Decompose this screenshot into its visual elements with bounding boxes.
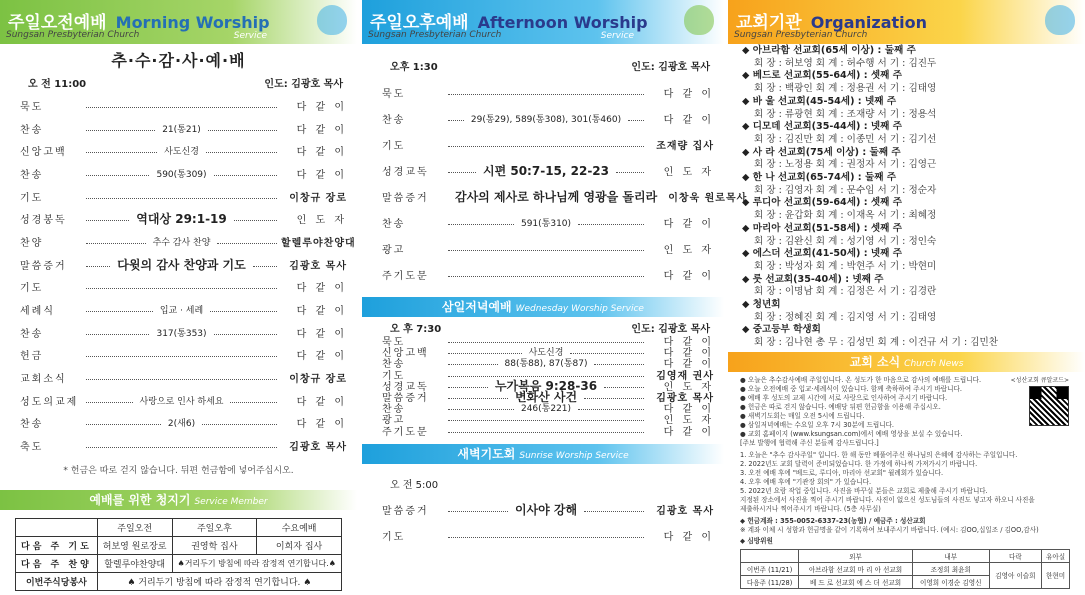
visit-week: 이번주 (11/21) [741,562,799,575]
duty-header: 주일오후 [172,519,257,537]
dot-leader [230,402,277,403]
morning-leader: 인도: 김광호 목사 [264,79,343,90]
organization-officers: 회 장 : 허보영 회 계 : 허수행 서 기 : 김진두 [754,57,937,69]
order-person: 다 같 이 [296,283,347,295]
order-person: 김광호 목사 [656,393,715,405]
dot-leader [86,356,277,357]
dot-leader [86,107,277,108]
order-row [362,523,724,549]
duty-row-label: 이번주식당봉사 [16,573,98,591]
offering-note: * 헌금은 따로 걷지 않습니다. 뒤편 헌금함에 넣어주십시오. [63,466,294,476]
order-person: 이창규 장로 [289,192,347,204]
organization-officers: 회 장 : 김완신 회 계 : 성기영 서 기 : 정인숙 [754,235,937,247]
duty-cell: ♠ 거리두기 방침에 따라 잠정적 연기합니다. ♠ [97,573,341,591]
organization-group: ◆ 한 나 선교회(65-74세) : 둘째 주 [742,172,897,184]
order-row [362,261,724,287]
order-content: 역대상 29:1-19 [136,212,227,227]
duty-header: 주일오전 [97,519,172,537]
organization-title-en: Organization [810,13,928,32]
organization-officers: 회 장 : 박성자 회 계 : 박현주 서 기 : 박현미 [754,260,937,272]
order-row [362,79,724,105]
morning-order [0,94,357,457]
order-label: 찬송 [20,124,44,136]
order-label: 성도의교제 [20,396,79,408]
organization-group: ◆ 마리아 선교회(51-58세) : 셋째 주 [742,222,903,234]
order-content: 변화산 사건 [514,390,578,405]
order-person: 다 같 이 [663,270,714,282]
dot-leader [210,311,277,312]
dot-leader [448,146,644,147]
order-row [362,497,724,523]
order-content: 입교 · 세례 [159,306,204,317]
dot-leader [448,409,514,410]
order-row [0,344,357,367]
order-row [362,183,748,209]
organization-officers: 회 장 : 백광인 회 계 : 정용권 서 기 : 김태영 [754,83,937,95]
organization-officers: 회 장 : 김진만 회 계 : 이종민 서 기 : 김기선 [754,133,937,145]
visit-header-blank [741,549,799,562]
dot-leader [628,120,644,121]
duty-header-blank [16,519,98,537]
dot-leader [86,175,149,176]
wednesday-time: 오 후 7:30 [390,324,442,335]
dot-leader [594,364,644,365]
news-title: 교회 소식 [849,354,901,369]
duty-cell: 권영학 집사 [172,537,257,555]
order-content: 29(통29), 589(통308), 301(통460) [470,114,622,125]
organization-group: ◆ 사 라 선교회(75세 이상) : 둘째 주 [742,146,901,158]
service-label: Service [233,31,267,41]
order-row [0,321,357,344]
account-note: ※ 계좌 이체 시 성함과 헌금명을 같이 기록하여 보내주시기 바랍니다. (예시: 김OO,십일조 / 김OO,감사) [740,525,1039,534]
news-bullets [740,376,1010,448]
order-row [0,230,357,253]
order-label: 찬송 [20,169,44,181]
duty-row-label: 다음 주 기도 [16,537,98,555]
organization-officers: 회 장 : 윤갑화 회 계 : 이재옥 서 기 : 최혜정 [754,210,937,222]
news-item: 4. 오후 예배 후에 "기관장 회의" 가 있습니다. [740,477,872,486]
service-label: Service [600,31,634,41]
duty-title-en: Service Member [194,497,268,507]
order-content: 591(통310) [520,218,572,229]
afternoon-order [362,79,748,287]
dot-leader [448,224,514,225]
morning-column [0,0,357,595]
order-content: 사도신경 [528,348,564,359]
organization-officers: 회 장 : 김영자 회 계 : 문수임 서 기 : 정순자 [754,184,937,196]
wednesday-title-en: Wednesday Worship Service [515,304,644,314]
order-content: 시편 50:7-15, 22-23 [483,163,610,178]
visit-cell: 조정희 최윤희 [912,562,989,575]
dot-leader [448,120,464,121]
qr-code-icon[interactable] [1029,386,1069,426]
news-item: ● 예배 후 성도의 교제 시간에 서로 사랑으로 인사하여 주시기 바랍니다. [740,393,948,402]
order-label: 신앙고백 [20,147,67,159]
order-label: 찬송 [382,359,406,371]
order-row [0,434,357,457]
news-item: ● 헌금은 따로 걷지 않습니다. 예배당 뒤편 헌금함을 이용해 주십시오. [740,402,941,411]
heart-icon [684,5,714,35]
order-person: 이창규 장로 [289,374,347,386]
news-item: 제출하시거나 찍어주시기 바랍니다. (5층 사무실) [740,504,881,513]
order-row [0,207,357,230]
organization-banner [728,0,1085,44]
dot-leader [584,511,644,512]
order-row [0,389,357,412]
afternoon-title-en: Afternoon Worship [477,13,648,32]
dot-leader [578,224,644,225]
afternoon-title-ko: 주일오후예배 [370,13,469,33]
organization-officers: 회 장 : 정혜진 회 계 : 김지영 서 기 : 김태영 [754,311,937,323]
order-label: 헌금 [20,351,44,363]
order-label: 성경교독 [382,166,429,178]
visit-cell: 아브라함 선교회 마 리 아 선교회 [799,562,913,575]
dot-leader [86,152,157,153]
duty-title: 예배를 위한 청지기 [89,493,191,507]
dot-leader [234,220,277,221]
morning-time-row [0,75,357,90]
order-label: 말씀증거 [382,192,429,204]
order-person: 다 같 이 [296,306,348,318]
afternoon-time: 오후 1:30 [390,62,438,73]
order-label: 묵도 [382,337,406,349]
organization-title-ko: 교회기관 [736,13,802,33]
order-label: 찬양 [20,237,44,249]
morning-time: 오 전 11:00 [28,79,87,90]
order-label: 찬송 [382,114,406,126]
order-label: 성경봉독 [20,215,67,227]
order-person: 다 같 이 [296,328,348,340]
order-content: 다윗의 감사 찬양과 기도 [117,257,246,272]
dot-leader [448,276,644,277]
order-label: 성경교독 [382,381,429,393]
order-row [0,298,357,321]
organization-group: ◆ 베드로 선교회(55-64세) : 셋째 주 [742,70,903,82]
wednesday-leader: 인도: 김광호 목사 [631,324,710,335]
dot-leader [86,311,153,312]
order-person: 다 같 이 [663,114,714,126]
dot-leader [578,409,644,410]
organization-officers: 회 장 : 이명남 회 계 : 김정은 서 기 : 김경란 [754,286,937,298]
dot-leader [86,334,149,335]
duty-row-label: 다음 주 찬양 [16,555,98,573]
order-person: 다 같 이 [296,124,347,136]
visit-cell: 한현미 [1042,562,1070,588]
order-label: 광고 [382,415,406,427]
order-person: 인 도 자 [663,381,715,393]
heart-icon [1045,5,1075,35]
order-label: 주기도문 [382,270,429,282]
order-person: 다 같 이 [663,88,714,100]
order-content: 590(통309) [156,169,207,180]
order-row [362,209,724,235]
order-content: 추수 감사 찬양 [152,237,211,248]
news-item: ● 삼일저녁예배는 수요일 오후 7시 30분에 드립니다. [740,420,895,429]
dot-leader [448,420,644,421]
order-label: 기도 [382,532,406,544]
dot-leader [604,387,644,388]
order-person: 다 같 이 [663,532,714,544]
dot-leader [448,364,498,365]
order-row [0,185,357,208]
order-row [0,117,357,140]
news-item: 지정된 장소에서 사진을 찍어 주시기 바랍니다. 사진이 없으신 성도님들의 사진도 넣고자 하오니 사진을 [740,495,1035,504]
news-item: [주보 발행에 협력해 주신 분들께 감사드립니다.] [740,438,879,447]
organization-group: ◆ 디모데 선교회(35-44세) : 넷째 주 [742,121,903,133]
order-person: 김영재 권사 [656,370,714,382]
news-item: 2. 2022년도 교회 달력이 준비되었습니다. 한 가정에 하나씩 가져가시기 바랍니다. [740,459,978,468]
dot-leader [86,424,161,425]
visit-cell: 베 드 로 선교회 에 스 더 선교회 [799,575,913,588]
visit-table [740,549,1070,589]
visit-header: 외부 [799,549,913,562]
news-banner [728,352,1085,372]
afternoon-time-row [362,58,724,73]
dot-leader [448,537,644,538]
dawn-time-row [362,476,724,491]
order-person: 다 같 이 [296,396,347,408]
visit-cell: 김영아 이슬희 [989,562,1041,588]
dawn-title: 새벽기도회 [457,446,516,461]
order-label: 말씀증거 [382,506,429,518]
dot-leader [86,130,155,131]
order-person: 인 도 자 [663,244,714,256]
news-section [728,372,1085,546]
organization-officers: 회 장 : 김나현 총 무 : 김성민 회 계 : 이건규 서 기 : 김민찬 [754,337,999,349]
organization-officers: 회 장 : 노정용 회 계 : 권정자 서 기 : 김영근 [754,159,937,171]
order-person: 다 같 이 [296,351,347,363]
order-content: 317(통353) [156,328,207,339]
order-label: 주기도문 [382,426,429,438]
order-label: 축도 [20,442,44,454]
order-label: 기도 [382,370,406,382]
organization-group: ◆ 중고등부 학생회 [742,324,821,336]
qr-label: <성산교회 큐알코드> [1010,376,1069,384]
order-person: 인 도 자 [663,166,715,178]
church-name: Sungsan Presbyterian Church [6,30,140,40]
dawn-time: 오 전 5:00 [390,479,439,491]
account-info: ◆ 헌금계좌 : 355-0052-6337-23(농협) / 예금주 : 성산교회 [740,516,926,525]
order-person: 다 같 이 [296,101,347,113]
order-row [362,131,724,157]
order-person: 조재량 집사 [656,140,714,152]
order-person: 다 같 이 [296,147,347,159]
news-item: ● 오늘 오전예배 중 입교·세례식이 있습니다. 함께 축하하여 주시기 바랍니다. [740,384,962,393]
news-title-en: Church News [904,358,964,369]
duty-header: 수요예배 [257,519,342,537]
dot-leader [214,334,277,335]
news-item: ● 새벽기도회는 매일 오전 5시에 드립니다. [740,411,865,420]
order-label: 찬송 [20,419,44,431]
dot-leader [208,130,277,131]
order-row [0,412,357,435]
order-label: 묵도 [382,88,406,100]
news-item: ● 오늘은 추수감사예배 주일입니다. 온 성도가 한 마음으로 감사의 예배를 드립니다. [740,375,982,384]
church-name: Sungsan Presbyterian Church [368,30,502,40]
dot-leader [448,94,644,95]
order-row [0,366,357,389]
order-label: 묵도 [20,101,44,113]
order-content: 2(새6) [167,419,196,430]
morning-banner [0,0,357,44]
church-name: Sungsan Presbyterian Church [734,30,868,40]
order-person: 다 같 이 [296,169,348,181]
order-person: 다 같 이 [296,419,348,431]
dot-leader [448,398,508,399]
order-label: 말씀증거 [20,260,67,272]
dot-leader [86,379,277,380]
order-content: 88(통88), 87(통87) [504,359,588,370]
service-heading: 추·수·감·사·예·배 [111,51,246,70]
dot-leader [584,398,644,399]
order-person: 다 같 이 [663,426,714,438]
order-label: 찬송 [382,218,406,230]
news-item: 1. 오늘은 "추수 감사주일" 입니다. 한 해 동안 베풀어주신 하나님의 은혜에 감사하는 주일입니다. [740,450,1018,459]
visit-title: ◆ 심방위원 [740,536,773,545]
visit-week: 다음주 (11/28) [741,575,799,588]
order-label: 기도 [20,283,44,295]
dot-leader [448,342,644,343]
dot-leader [202,424,277,425]
wednesday-order [362,335,724,436]
order-row [0,253,357,276]
order-label: 세례식 [20,306,55,318]
order-label: 찬송 [20,328,44,340]
organization-column [728,0,1085,595]
news-item: 3. 오전 예배 후에 "베드로, 루디아, 마리아 선교회" 월례회가 있습니다. [740,468,944,477]
organization-group: ◆ 루디아 선교회(59-64세) : 셋째 주 [742,197,903,209]
visit-header: 다락 [989,549,1041,562]
order-content: 이사야 강해 [514,503,578,518]
order-person: 김광호 목사 [656,506,715,518]
order-content: 246(통221) [520,404,572,415]
wednesday-title: 삼일저녁예배 [442,300,512,314]
order-person: 김광호 목사 [289,442,347,454]
dot-leader [217,243,277,244]
order-person: 다 같 이 [663,218,715,230]
organization-officers: 회 장 : 류광현 회 계 : 조재량 서 기 : 정용석 [754,108,937,120]
order-row [0,162,357,185]
order-content: 사랑으로 인사 하세요 [139,396,224,407]
duty-table [15,518,342,591]
organization-group: ◆ 룻 선교회(35-40세) : 넷째 주 [742,273,884,285]
organization-group: ◆ 아브라함 선교회(65세 이상) : 둘째 주 [742,45,916,56]
order-content: 21(통21) [162,124,201,135]
dot-leader [448,387,488,388]
order-content: 사도신경 [164,147,199,158]
news-item: 5. 2022년 요람 작업 중입니다. 사진을 바꾸실 분들은 교회로 제출해 주시기 바랍니다. [740,486,988,495]
news-item: ● 교회 홈페이지 (www.ksungsan.com)에서 예배 영상을 보실 수 있습니다. [740,429,963,438]
duty-cell: 허보영 원로장로 [97,537,172,555]
duty-cell: 할렐루야찬양대 [97,555,172,573]
order-row [362,425,724,436]
order-row [0,276,357,299]
order-label: 신앙고백 [382,348,429,360]
order-label: 광고 [382,244,406,256]
dawn-banner [362,444,724,464]
dot-leader [86,288,277,289]
order-label: 찬송 [382,404,406,416]
order-label: 교회소식 [20,374,67,386]
dot-leader [448,376,644,377]
dot-leader [86,198,277,199]
dot-leader [448,172,476,173]
order-person: 인 도 자 [296,215,348,227]
organization-group: ◆ 청년회 [742,299,781,311]
order-content: 누가복음 9:28-36 [494,378,598,393]
dot-leader [448,250,644,251]
order-row [362,157,724,183]
order-person: 인 도 자 [663,415,714,427]
morning-title-en: Morning Worship [115,13,270,32]
visit-header: 내부 [912,549,989,562]
afternoon-column [362,0,748,595]
dot-leader [570,353,644,354]
dawn-order [362,497,724,549]
dawn-title-en: Sunrise Worship Service [519,450,629,461]
order-person: 이창욱 원로목사 [668,192,748,204]
order-person: 할렐루야찬양대 [281,237,356,249]
order-row [362,235,724,261]
duty-banner [0,490,357,510]
order-label: 기도 [20,192,44,204]
wednesday-banner [362,297,724,317]
dot-leader [86,220,129,221]
dot-leader [616,172,644,173]
dot-leader [86,243,146,244]
duty-cell: 이희자 집사 [257,537,342,555]
morning-title-ko: 주일오전예배 [8,13,107,33]
organization-group: ◆ 바 울 선교회(45-54세) : 넷째 주 [742,95,897,107]
dot-leader [86,266,110,267]
order-person: 다 같 이 [663,348,714,360]
dot-leader [448,353,522,354]
dot-leader [214,175,277,176]
news-numbered [740,451,1079,514]
dot-leader [86,402,133,403]
duty-cell: ♠거리두기 방침에 따라 잠정적 연기합니다.♠ [172,555,341,573]
dot-leader [206,152,277,153]
dot-leader [448,432,644,433]
heart-icon [317,5,347,35]
order-person: 다 같 이 [663,337,714,349]
order-label: 말씀증거 [382,393,429,405]
dot-leader [448,511,508,512]
order-row [0,94,357,117]
dot-leader [86,447,277,448]
order-person: 다 같 이 [663,404,715,416]
order-person: 김광호 목사 [289,260,347,272]
order-person: 다 같 이 [663,359,714,371]
order-label: 기도 [382,140,406,152]
organization-list [728,45,1085,350]
afternoon-leader: 인도: 김광호 목사 [631,62,710,73]
order-content: 감사의 제사로 하나님께 영광을 돌리라 [455,189,658,204]
organization-group: ◆ 에스더 선교회(41-50세) : 넷째 주 [742,248,903,260]
visit-header: 유아실 [1042,549,1070,562]
dot-leader [253,266,277,267]
visit-cell: 이영희 이경순 김영신 [912,575,989,588]
afternoon-banner [362,0,724,44]
order-row [362,105,724,131]
order-row [0,139,357,162]
